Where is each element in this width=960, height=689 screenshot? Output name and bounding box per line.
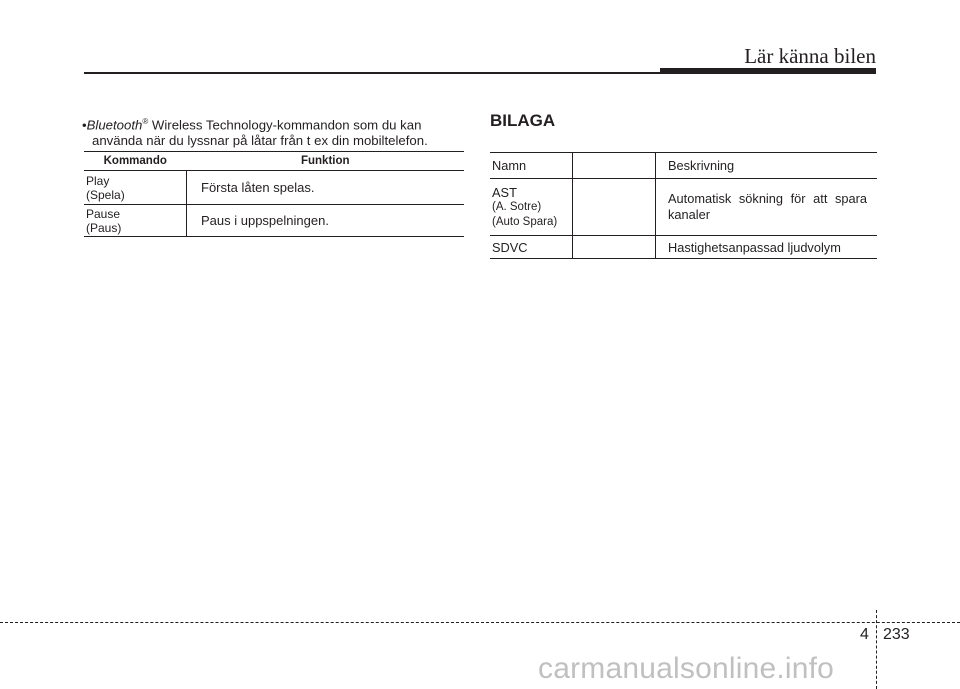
command-translation: (Spela) <box>86 187 125 202</box>
table-row <box>84 171 464 205</box>
empty-cell <box>573 236 656 259</box>
name-abbreviation: AST <box>492 184 517 200</box>
table-row <box>490 236 877 259</box>
command-name: Play <box>86 173 110 188</box>
footer-dashed-rule <box>0 622 960 623</box>
column-header-name: Namn <box>490 153 573 179</box>
name-cell <box>490 179 573 236</box>
column-header-function: Funktion <box>187 152 465 171</box>
table-header-row <box>84 152 464 171</box>
function-cell: Paus i uppspelningen. <box>187 205 465 237</box>
watermark-text: carmanualsonline.info <box>538 652 835 685</box>
intro-line-2: använda när du lyssnar på låtar från t ex din mobiltelefon. <box>92 133 428 149</box>
page-header-title: Lär känna bilen <box>744 44 876 68</box>
header-rule-thick <box>660 68 876 74</box>
table-header-row <box>490 153 877 179</box>
column-header-command: Kommando <box>84 152 187 171</box>
command-name: Pause <box>86 206 121 221</box>
footer-vertical-dashed-rule <box>876 610 877 689</box>
empty-cell <box>573 179 656 236</box>
command-translation: (Paus) <box>86 220 122 235</box>
name-cell: SDVC <box>490 236 573 259</box>
command-cell <box>84 205 187 237</box>
bluetooth-brand: Bluetooth <box>86 117 143 133</box>
intro-line-1: Wireless Technology-kommandon som du kan <box>148 117 422 133</box>
table-row <box>490 179 877 236</box>
chapter-number: 4 <box>860 626 869 643</box>
empty-cell <box>573 153 656 179</box>
bluetooth-intro-paragraph <box>82 114 466 149</box>
function-cell: Första låten spelas. <box>187 171 465 205</box>
command-cell <box>84 171 187 205</box>
column-header-description: Beskrivning <box>656 153 878 179</box>
name-expansion-2: (Auto Spara) <box>492 215 558 228</box>
appendix-table <box>490 152 877 259</box>
name-expansion-1: (A. Sotre) <box>492 200 542 213</box>
bullet-marker: • <box>82 117 87 133</box>
description-cell: Automatisk sökning för att spara kanaler <box>656 179 878 236</box>
appendix-heading: BILAGA <box>490 111 556 130</box>
table-row <box>84 205 464 237</box>
description-cell: Hastighetsanpassad ljudvolym <box>656 236 878 259</box>
registered-mark: ® <box>142 117 149 126</box>
header-rule <box>84 72 660 74</box>
bluetooth-commands-table <box>84 151 464 237</box>
page-number: 233 <box>883 626 910 643</box>
